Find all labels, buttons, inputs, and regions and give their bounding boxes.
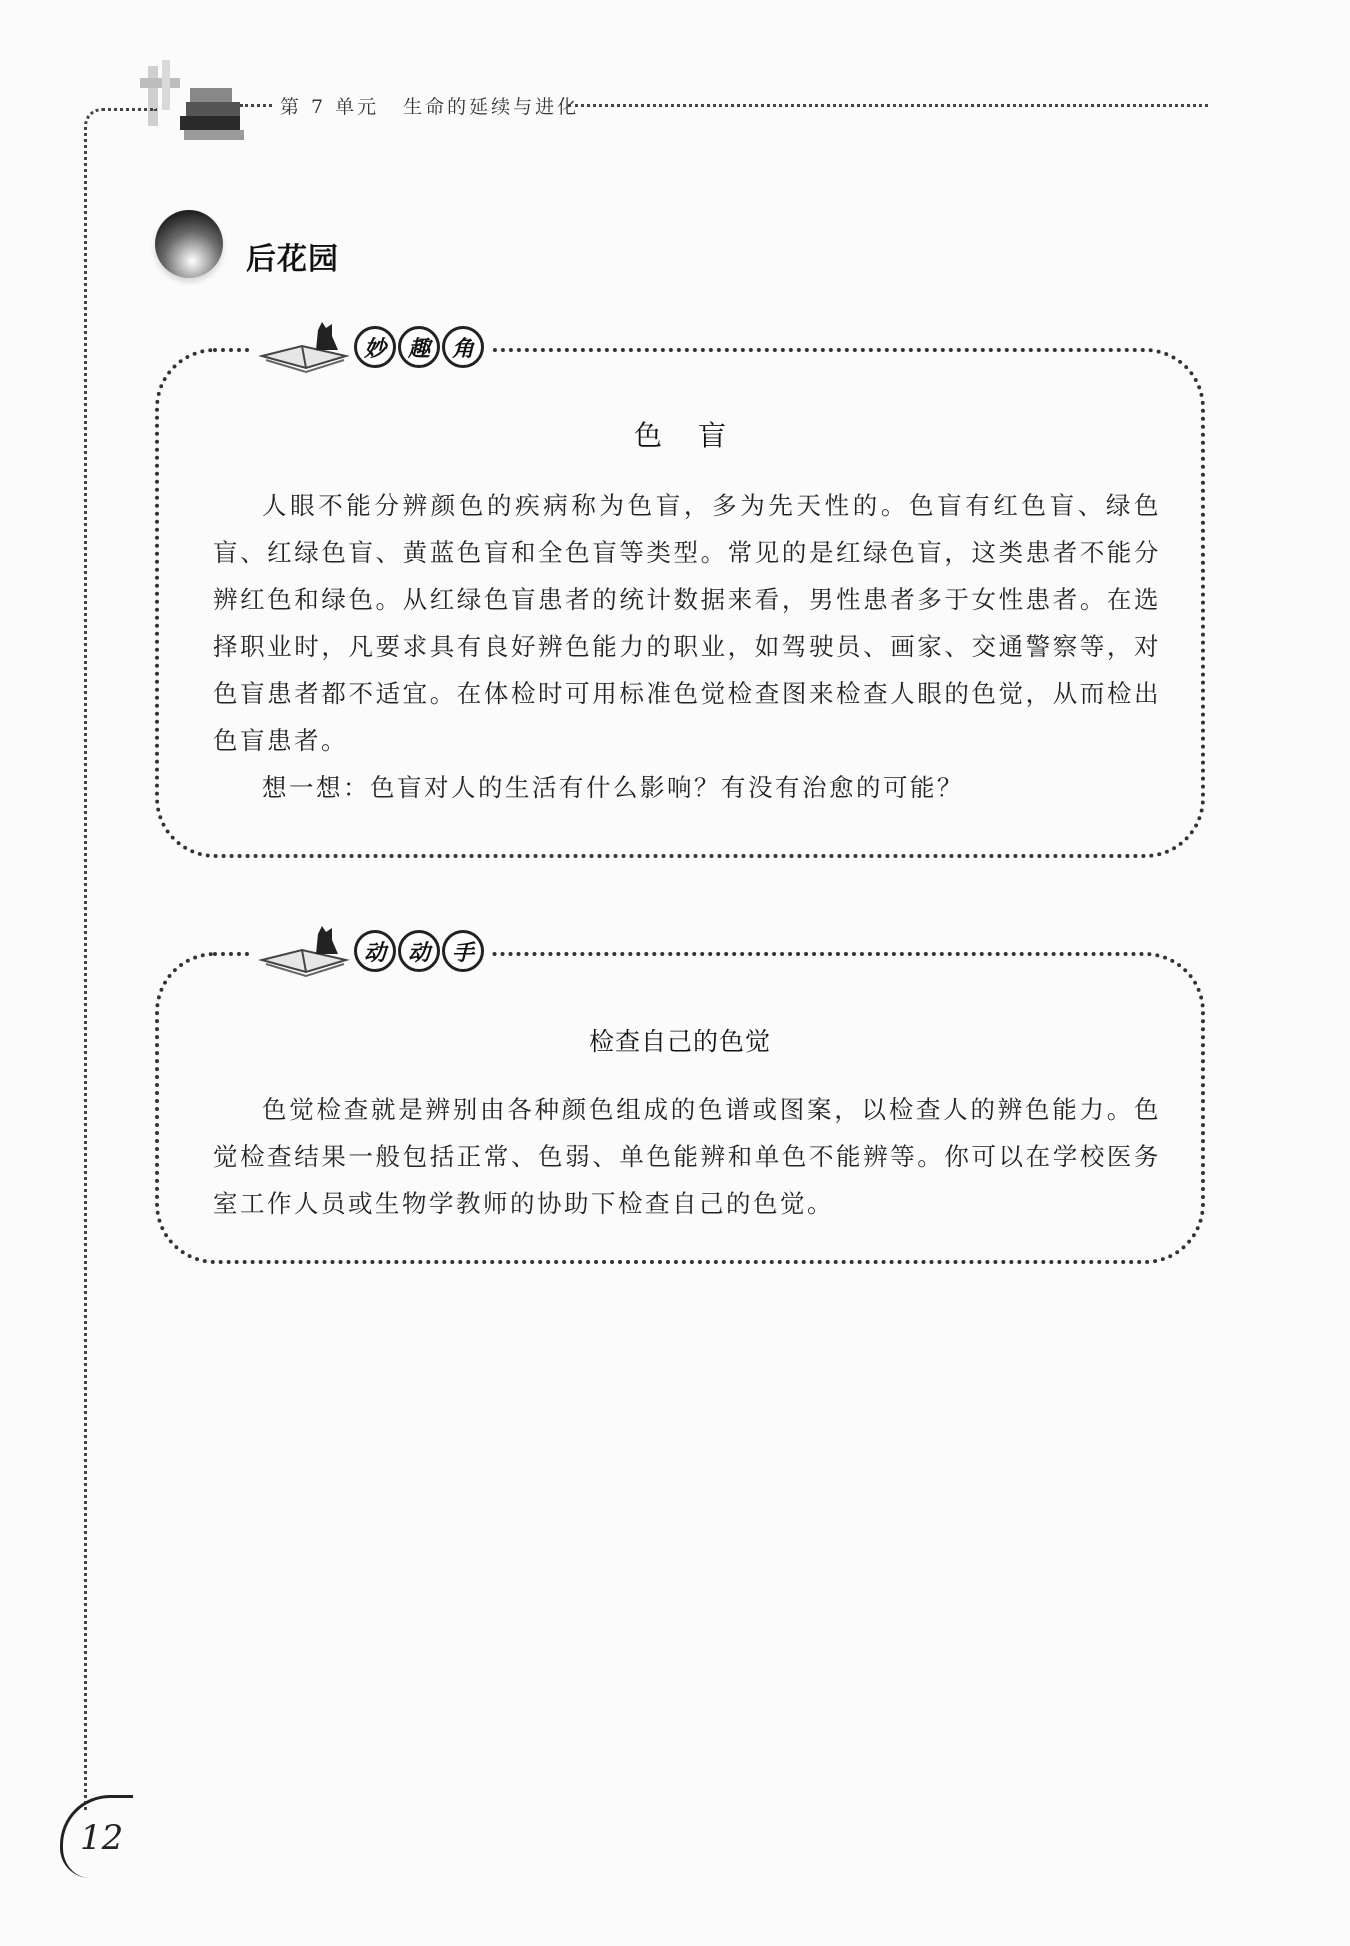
- fun-corner-banner: [250, 312, 492, 382]
- hands-on-box: [155, 952, 1205, 1264]
- badge-char: 动: [398, 930, 440, 972]
- open-book-cat-icon: [258, 316, 350, 378]
- page-number: 12: [80, 1818, 124, 1858]
- badge-char: 妙: [354, 326, 396, 368]
- badge-char: 趣: [398, 326, 440, 368]
- hands-on-banner: [250, 916, 492, 986]
- box-body: [213, 1086, 1161, 1227]
- paragraph: 人眼不能分辨颜色的疾病称为色盲，多为先天性的。色盲有红色盲、绿色盲、红绿色盲、黄蓝色盲和全色盲等类型。常见的是红绿色盲，这类患者不能分辨红色和绿色。从红绿色盲患者的统计数据来看，男性患者多于女性患者。在选择职业时，凡要求具有良好辨色能力的职业，如驾驶员、画家、交通警察等，对色盲患者都不适宜。在体检时可用标准色觉检查图来检查人眼的色觉，从而检出色盲患者。: [213, 491, 1161, 755]
- header-dots-left: [240, 104, 272, 107]
- unit-label: 第 7 单元: [280, 96, 380, 118]
- fun-corner-box: [155, 348, 1205, 858]
- box-title: 检查自己的色觉: [588, 1027, 771, 1056]
- section-title: 后花园: [246, 242, 339, 277]
- badge-char: 角: [442, 326, 484, 368]
- open-book-cat-icon: [258, 920, 350, 982]
- paragraph: 想一想：色盲对人的生活有什么影响？有没有治愈的可能？: [262, 773, 964, 802]
- badge-char: 手: [442, 930, 484, 972]
- badge-char: 动: [354, 930, 396, 972]
- header-title: [280, 92, 579, 119]
- box-body: [213, 482, 1161, 811]
- unit-title: 生命的延续与进化: [403, 96, 580, 118]
- paragraph: 色觉检查就是辨别由各种颜色组成的色谱或图案，以检查人的辨色能力。色觉检查结果一般包括正常、色弱、单色能辨和单色不能辨等。你可以在学校医务室工作人员或生物学教师的协助下检查自己的色觉。: [213, 1095, 1161, 1218]
- header-dots-right: [568, 104, 1208, 107]
- left-dotted-rail: [84, 108, 157, 1811]
- sphere-icon: [155, 210, 223, 278]
- box-title: 色盲: [633, 419, 762, 452]
